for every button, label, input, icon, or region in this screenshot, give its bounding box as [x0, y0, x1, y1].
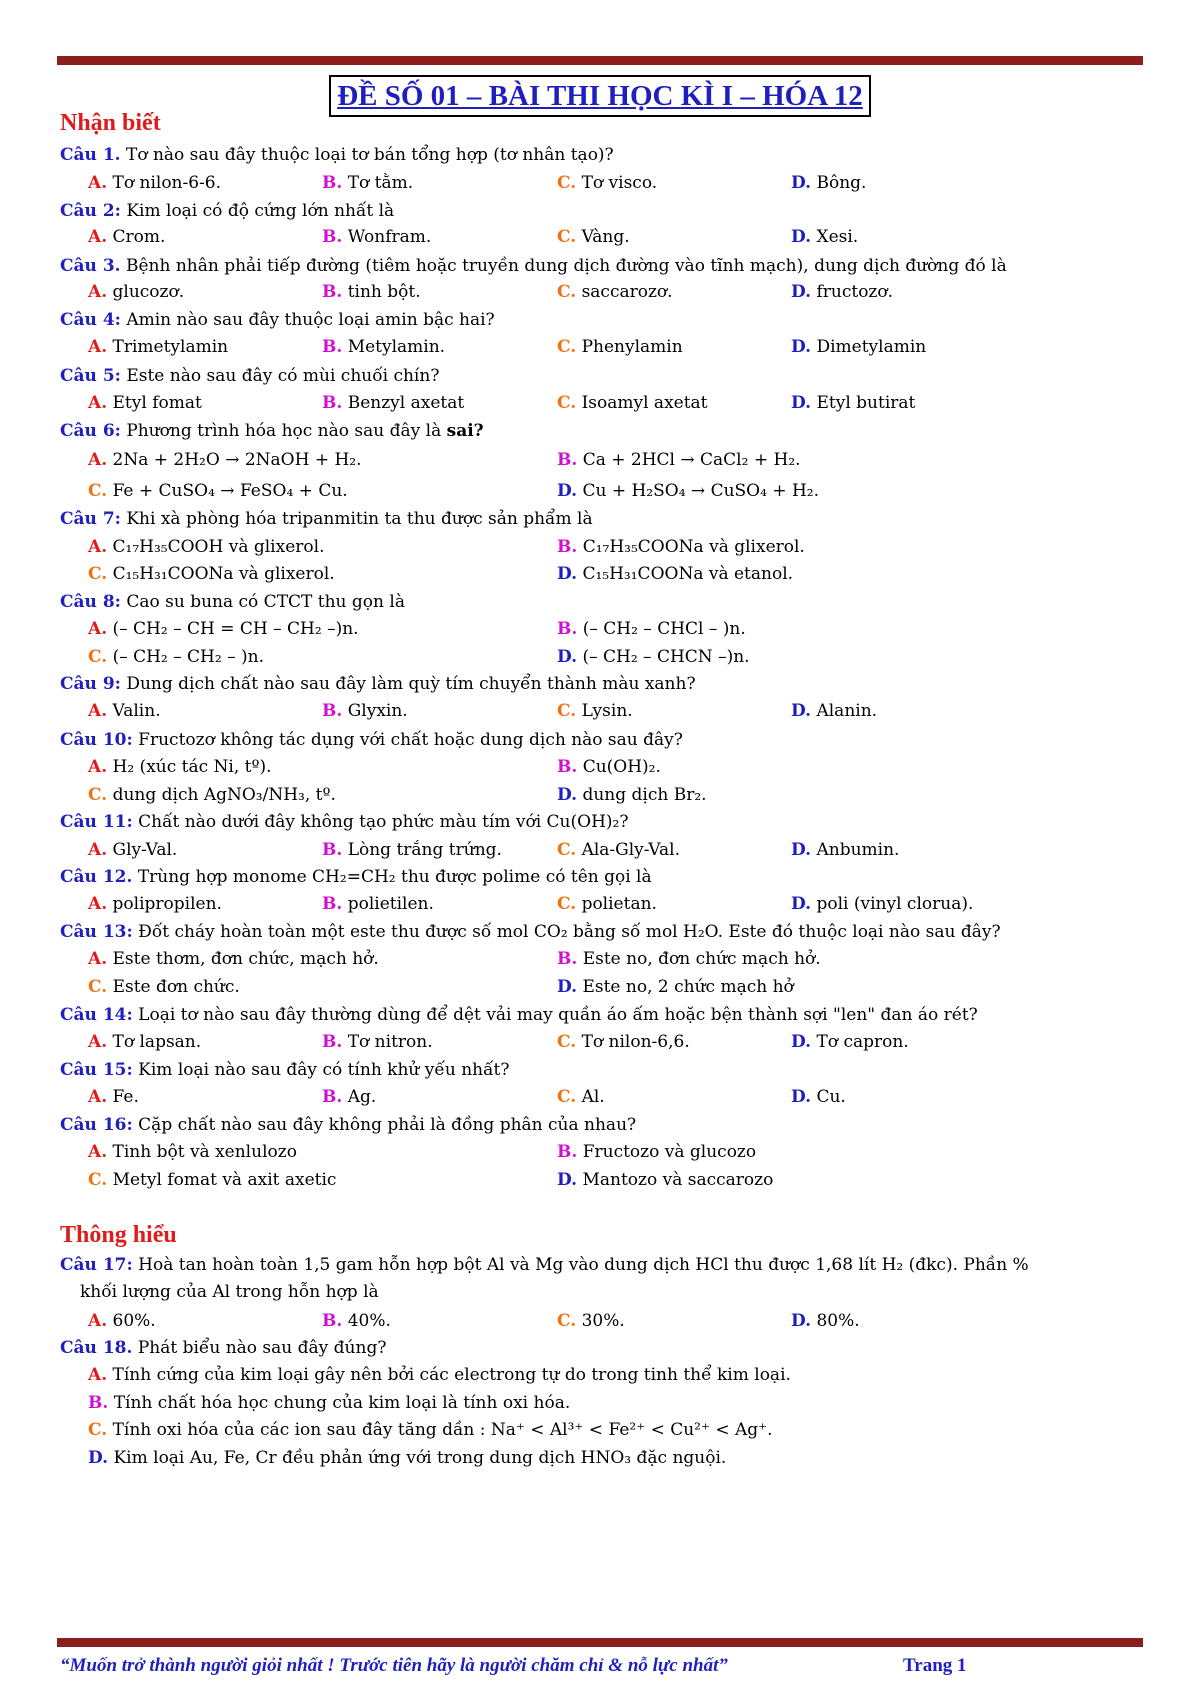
option-text: Gly-Val.	[112, 840, 178, 860]
question-number: Câu 5:	[60, 366, 121, 386]
answer-option-d[interactable]	[791, 172, 866, 194]
answer-option-b[interactable]	[322, 893, 434, 915]
answer-option-d[interactable]	[557, 976, 794, 998]
question-stem	[60, 365, 439, 387]
option-letter: A.	[88, 1142, 108, 1162]
answer-option-d[interactable]	[791, 893, 973, 915]
option-text: fructozơ.	[816, 282, 894, 302]
answer-option-b[interactable]	[322, 1031, 433, 1053]
option-text: Isoamyl axetat	[581, 393, 708, 413]
option-text: Bông.	[816, 173, 867, 193]
answer-option-c[interactable]	[557, 1086, 605, 1108]
question-number: Câu 7:	[60, 509, 121, 529]
option-text: Valin.	[112, 701, 161, 721]
option-letter: D.	[791, 173, 812, 193]
option-text: Etyl butirat	[816, 393, 916, 413]
option-letter: A.	[88, 1032, 108, 1052]
question-number: Câu 8:	[60, 592, 121, 612]
option-text: Tinh bột và xenlulozo	[112, 1142, 297, 1162]
question-number: Câu 6:	[60, 421, 121, 441]
option-letter: C.	[88, 1170, 108, 1190]
option-letter: A.	[88, 393, 108, 413]
option-text: Tơ tằm.	[347, 173, 414, 193]
page-number: Trang 1	[903, 1655, 967, 1676]
option-letter: B.	[322, 1032, 343, 1052]
option-letter: D.	[791, 337, 812, 357]
option-letter: B.	[557, 757, 578, 777]
option-letter: A.	[88, 619, 108, 639]
answer-option-d[interactable]	[557, 1169, 773, 1191]
option-text: Tơ visco.	[581, 173, 658, 193]
option-letter: C.	[88, 481, 108, 501]
answer-option-c[interactable]	[88, 480, 348, 502]
question-stem	[60, 729, 683, 751]
option-letter: B.	[322, 701, 343, 721]
option-text: Metylamin.	[347, 337, 446, 357]
option-letter: B.	[322, 840, 343, 860]
answer-option-a[interactable]	[88, 336, 228, 358]
question-text: Dung dịch chất nào sau đây làm quỳ tím chuyển thành màu xanh?	[126, 674, 696, 694]
answer-option-b[interactable]	[322, 1086, 376, 1108]
option-text: Cu + H₂SO₄ → CuSO₄ + H₂.	[582, 481, 820, 501]
option-text: tinh bột.	[347, 282, 421, 302]
option-text: Tơ nilon-6-6.	[112, 173, 222, 193]
option-text: Benzyl axetat	[347, 393, 465, 413]
option-letter: B.	[557, 949, 578, 969]
option-letter: B.	[322, 337, 343, 357]
option-letter: D.	[557, 785, 578, 805]
option-text: Cu(OH)₂.	[582, 757, 661, 777]
option-text: Xesi.	[816, 227, 859, 247]
answer-option-b[interactable]	[557, 449, 801, 471]
option-text: Este no, đơn chức mạch hở.	[582, 949, 821, 969]
option-letter: D.	[791, 393, 812, 413]
option-letter: D.	[557, 1170, 578, 1190]
option-letter: C.	[557, 393, 577, 413]
option-letter: A.	[88, 537, 108, 557]
option-letter: C.	[557, 282, 577, 302]
option-letter: D.	[88, 1448, 109, 1468]
option-letter: C.	[557, 701, 577, 721]
question-text: Kim loại nào sau đây có tính khử yếu nhất?	[138, 1060, 510, 1080]
option-text: Etyl fomat	[112, 393, 202, 413]
question-text: Phương trình hóa học nào sau đây là	[126, 421, 447, 441]
option-text: (– CH₂ – CHCl – )n.	[582, 619, 746, 639]
option-letter: A.	[88, 282, 108, 302]
option-letter: C.	[557, 1087, 577, 1107]
answer-option-a[interactable]	[88, 226, 165, 248]
option-text: Mantozo và saccarozo	[582, 1170, 774, 1190]
option-letter: B.	[557, 619, 578, 639]
question-number: Câu 13:	[60, 922, 133, 942]
option-text: polipropilen.	[112, 894, 222, 914]
answer-option-d[interactable]	[88, 1447, 726, 1469]
option-text: Tính chất hóa học chung của kim loại là tính oxi hóa.	[113, 1393, 571, 1413]
option-letter: B.	[88, 1393, 109, 1413]
option-letter: B.	[322, 282, 343, 302]
option-letter: D.	[557, 481, 578, 501]
question-text: Phát biểu nào sau đây đúng?	[137, 1338, 387, 1358]
question-text: Chất nào dưới đây không tạo phức màu tím với Cu(OH)₂?	[138, 812, 629, 832]
question-number: Câu 16:	[60, 1115, 133, 1135]
option-letter: A.	[88, 757, 108, 777]
answer-option-b[interactable]	[322, 281, 421, 303]
answer-option-a[interactable]	[88, 1086, 139, 1108]
option-text: Lòng trắng trứng.	[347, 840, 502, 860]
question-number: Câu 17:	[60, 1255, 133, 1275]
option-letter: D.	[791, 701, 812, 721]
question-text: Amin nào sau đây thuộc loại amin bậc hai?	[126, 310, 495, 330]
question-number: Câu 4:	[60, 310, 121, 330]
question-number: Câu 10:	[60, 730, 133, 750]
question-stem	[60, 309, 495, 331]
option-letter: D.	[791, 282, 812, 302]
answer-option-c[interactable]	[88, 976, 240, 998]
top-rule	[57, 56, 1143, 65]
section-nhan-biet: Nhận biết	[60, 110, 161, 136]
option-text: C₁₇H₃₅COONa và glixerol.	[582, 537, 805, 557]
option-letter: A.	[88, 173, 108, 193]
option-letter: C.	[88, 785, 108, 805]
option-letter: C.	[557, 894, 577, 914]
option-letter: D.	[557, 564, 578, 584]
option-letter: C.	[557, 337, 577, 357]
option-text: Tính cứng của kim loại gây nên bởi các electrong tự do trong tinh thể kim loại.	[112, 1365, 791, 1385]
answer-option-d[interactable]	[557, 784, 707, 806]
answer-option-c[interactable]	[88, 1419, 773, 1441]
answer-option-b[interactable]	[88, 1392, 570, 1414]
answer-option-a[interactable]	[88, 536, 324, 558]
question-text: Hoà tan hoàn toàn 1,5 gam hỗn hợp bột Al và Mg vào dung dịch HCl thu được 1,68 lít H₂ (đkc). Phần %	[138, 1255, 1029, 1275]
answer-option-c[interactable]	[88, 563, 335, 585]
option-text: Lysin.	[581, 701, 633, 721]
answer-option-c[interactable]	[557, 172, 657, 194]
question-stem	[60, 591, 405, 613]
option-letter: B.	[557, 450, 578, 470]
question-text: Loại tơ nào sau đây thường dùng để dệt vải may quần áo ấm hoặc bện thành sợi "len" đan áo rét?	[138, 1005, 978, 1025]
answer-option-a[interactable]	[88, 839, 177, 861]
answer-option-a[interactable]	[88, 618, 359, 640]
option-text: saccarozơ.	[581, 282, 673, 302]
option-text: poli (vinyl clorua).	[816, 894, 974, 914]
option-text: Phenylamin	[581, 337, 683, 357]
option-letter: A.	[88, 337, 108, 357]
answer-option-a[interactable]	[88, 948, 379, 970]
option-text: Fructozo và glucozo	[582, 1142, 757, 1162]
question-stem	[60, 420, 484, 442]
footer-quote: “Muốn trở thành người giỏi nhất ! Trước tiên hãy là người chăm chỉ & nỗ lực nhất”	[60, 1655, 728, 1676]
option-letter: A.	[88, 1311, 108, 1331]
answer-option-c[interactable]	[557, 839, 680, 861]
answer-option-c[interactable]	[88, 646, 264, 668]
answer-option-c[interactable]	[88, 1169, 336, 1191]
question-stem	[60, 1059, 509, 1081]
option-text: Fe.	[112, 1087, 139, 1107]
option-letter: D.	[791, 1032, 812, 1052]
answer-option-d[interactable]	[557, 646, 750, 668]
option-letter: D.	[791, 840, 812, 860]
answer-option-c[interactable]	[557, 392, 708, 414]
option-text: dung dịch AgNO₃/NH₃, tº.	[112, 785, 336, 805]
question-number: Câu 15:	[60, 1060, 133, 1080]
option-text: 80%.	[816, 1311, 860, 1331]
question-text: Tơ nào sau đây thuộc loại tơ bán tổng hợp (tơ nhân tạo)?	[125, 145, 614, 165]
option-text: Tơ lapsan.	[112, 1032, 202, 1052]
question-text: Trùng hợp monome CH₂=CH₂ thu được polime có tên gọi là	[137, 867, 652, 887]
answer-option-a[interactable]	[88, 756, 272, 778]
answer-option-b[interactable]	[322, 336, 445, 358]
question-number: Câu 2:	[60, 201, 121, 221]
answer-option-a[interactable]	[88, 893, 222, 915]
option-text: Crom.	[112, 227, 166, 247]
option-letter: C.	[557, 1032, 577, 1052]
option-letter: D.	[791, 894, 812, 914]
option-letter: A.	[88, 1365, 108, 1385]
option-letter: A.	[88, 949, 108, 969]
option-text: Tính oxi hóa của các ion sau đây tăng dần : Na⁺ < Al³⁺ < Fe²⁺ < Cu²⁺ < Ag⁺.	[112, 1420, 773, 1440]
question-text: Cao su buna có CTCT thu gọn là	[126, 592, 405, 612]
option-text: Ag.	[347, 1087, 377, 1107]
option-text: Glyxin.	[347, 701, 408, 721]
question-text: Đốt cháy hoàn toàn một este thu được số mol CO₂ bằng số mol H₂O. Este đó thuộc loại nào sau đây?	[138, 922, 1001, 942]
exam-title: ĐỀ SỐ 01 – BÀI THI HỌC KÌ I – HÓA 12	[329, 75, 871, 117]
option-text: Alanin.	[816, 701, 878, 721]
option-letter: C.	[557, 840, 577, 860]
option-letter: D.	[557, 977, 578, 997]
option-text: C₁₅H₃₁COONa và glixerol.	[112, 564, 335, 584]
option-text: Ca + 2HCl → CaCl₂ + H₂.	[582, 450, 801, 470]
question-stem	[60, 255, 1007, 277]
answer-option-d[interactable]	[791, 1310, 860, 1332]
answer-option-b[interactable]	[557, 756, 661, 778]
question-number: Câu 9:	[60, 674, 121, 694]
option-text: Wonfram.	[347, 227, 432, 247]
option-text: Kim loại Au, Fe, Cr đều phản ứng với trong dung dịch HNO₃ đặc nguội.	[113, 1448, 727, 1468]
answer-option-a[interactable]	[88, 700, 161, 722]
option-text: Cu.	[816, 1087, 846, 1107]
question-stem	[60, 1254, 1029, 1276]
question-stem	[60, 811, 628, 833]
answer-option-a[interactable]	[88, 449, 362, 471]
option-letter: A.	[88, 1087, 108, 1107]
option-text: Este đơn chức.	[112, 977, 240, 997]
answer-option-b[interactable]	[557, 536, 805, 558]
option-letter: A.	[88, 227, 108, 247]
option-letter: B.	[322, 173, 343, 193]
option-letter: B.	[322, 227, 343, 247]
question-text: Kim loại có độ cứng lớn nhất là	[126, 201, 395, 221]
section-thong-hieu: Thông hiểu	[60, 1222, 177, 1248]
answer-option-b[interactable]	[322, 226, 431, 248]
option-text: polietilen.	[347, 894, 434, 914]
option-text: Dimetylamin	[816, 337, 927, 357]
option-text: polietan.	[581, 894, 657, 914]
answer-option-d[interactable]	[791, 700, 877, 722]
option-letter: C.	[557, 173, 577, 193]
option-text: Este thơm, đơn chức, mạch hở.	[112, 949, 379, 969]
answer-option-c[interactable]	[557, 1310, 625, 1332]
option-letter: B.	[322, 894, 343, 914]
question-stem	[60, 1004, 978, 1026]
answer-option-d[interactable]	[791, 839, 899, 861]
option-text: Tơ nilon-6,6.	[581, 1032, 690, 1052]
answer-option-c[interactable]	[557, 226, 630, 248]
answer-option-a[interactable]	[88, 281, 184, 303]
answer-option-a[interactable]	[88, 1364, 791, 1386]
option-text: Al.	[581, 1087, 605, 1107]
answer-option-b[interactable]	[322, 172, 413, 194]
answer-option-c[interactable]	[557, 1031, 690, 1053]
answer-option-d[interactable]	[557, 563, 793, 585]
option-letter: B.	[557, 1142, 578, 1162]
answer-option-a[interactable]	[88, 172, 221, 194]
answer-option-c[interactable]	[88, 784, 336, 806]
answer-option-b[interactable]	[557, 1141, 756, 1163]
question-text: Fructozơ không tác dụng với chất hoặc dung dịch nào sau đây?	[138, 730, 683, 750]
option-letter: D.	[791, 227, 812, 247]
answer-option-a[interactable]	[88, 1141, 297, 1163]
option-text: glucozơ.	[112, 282, 185, 302]
option-letter: A.	[88, 894, 108, 914]
answer-option-c[interactable]	[557, 700, 633, 722]
answer-option-d[interactable]	[791, 226, 858, 248]
option-text: Ala-Gly-Val.	[581, 840, 680, 860]
question-text-cont: khối lượng của Al trong hỗn hợp là	[80, 1282, 379, 1302]
option-text: C₁₇H₃₅COOH và glixerol.	[112, 537, 325, 557]
answer-option-d[interactable]	[791, 1031, 909, 1053]
option-letter: B.	[322, 1087, 343, 1107]
option-text: H₂ (xúc tác Ni, tº).	[112, 757, 272, 777]
option-letter: A.	[88, 701, 108, 721]
question-stem	[60, 921, 1001, 943]
answer-option-c[interactable]	[557, 336, 683, 358]
answer-option-c[interactable]	[557, 893, 657, 915]
option-letter: D.	[557, 647, 578, 667]
answer-option-d[interactable]	[791, 1086, 846, 1108]
question-text: Este nào sau đây có mùi chuối chín?	[126, 366, 440, 386]
option-letter: B.	[322, 393, 343, 413]
option-text: Metyl fomat và axit axetic	[112, 1170, 337, 1190]
option-text: 40%.	[347, 1311, 391, 1331]
question-number: Câu 11:	[60, 812, 133, 832]
answer-option-d[interactable]	[791, 281, 893, 303]
option-letter: A.	[88, 840, 108, 860]
bottom-rule	[57, 1638, 1143, 1647]
option-letter: B.	[557, 537, 578, 557]
question-stem	[60, 1337, 386, 1359]
option-text: (– CH₂ – CH = CH – CH₂ –)n.	[112, 619, 359, 639]
answer-option-b[interactable]	[557, 948, 821, 970]
option-letter: C.	[557, 1311, 577, 1331]
option-letter: D.	[791, 1311, 812, 1331]
answer-option-d[interactable]	[791, 392, 915, 414]
option-text: (– CH₂ – CHCN –)n.	[582, 647, 750, 667]
question-stem	[60, 200, 394, 222]
question-stem	[60, 1114, 636, 1136]
question-number: Câu 12.	[60, 867, 133, 887]
option-letter: A.	[88, 450, 108, 470]
option-letter: C.	[557, 227, 577, 247]
answer-option-b[interactable]	[322, 392, 464, 414]
option-text: C₁₅H₃₁COONa và etanol.	[582, 564, 794, 584]
option-text: Trimetylamin	[112, 337, 229, 357]
option-letter: C.	[88, 647, 108, 667]
option-text: dung dịch Br₂.	[582, 785, 707, 805]
option-text: 30%.	[581, 1311, 625, 1331]
option-letter: C.	[88, 564, 108, 584]
question-number: Câu 3.	[60, 256, 121, 276]
option-text: Tơ capron.	[816, 1032, 909, 1052]
option-text: Anbumin.	[816, 840, 900, 860]
answer-option-c[interactable]	[557, 281, 673, 303]
answer-option-a[interactable]	[88, 392, 202, 414]
answer-option-b[interactable]	[322, 700, 408, 722]
option-letter: D.	[791, 1087, 812, 1107]
option-text: Tơ nitron.	[347, 1032, 433, 1052]
option-letter: B.	[322, 1311, 343, 1331]
question-text: Cặp chất nào sau đây không phải là đồng phân của nhau?	[138, 1115, 637, 1135]
question-text-bold: sai?	[446, 421, 484, 441]
question-text: Khi xà phòng hóa tripanmitin ta thu được sản phẩm là	[126, 509, 593, 529]
question-stem	[60, 673, 696, 695]
question-number: Câu 1.	[60, 145, 121, 165]
answer-option-a[interactable]	[88, 1310, 156, 1332]
answer-option-b[interactable]	[322, 1310, 391, 1332]
option-text: (– CH₂ – CH₂ – )n.	[112, 647, 264, 667]
option-text: 60%.	[112, 1311, 156, 1331]
option-text: 2Na + 2H₂O → 2NaOH + H₂.	[112, 450, 362, 470]
answer-option-d[interactable]	[557, 480, 819, 502]
question-text: Bệnh nhân phải tiếp đường (tiêm hoặc truyền dung dịch đường vào tĩnh mạch), dung dịch đường đó là	[125, 256, 1007, 276]
answer-option-b[interactable]	[557, 618, 746, 640]
option-text: Fe + CuSO₄ → FeSO₄ + Cu.	[112, 481, 348, 501]
option-letter: C.	[88, 977, 108, 997]
answer-option-a[interactable]	[88, 1031, 201, 1053]
option-text: Vàng.	[581, 227, 630, 247]
answer-option-b[interactable]	[322, 839, 502, 861]
question-stem	[60, 866, 652, 888]
question-number: Câu 18.	[60, 1338, 133, 1358]
option-letter: C.	[88, 1420, 108, 1440]
answer-option-d[interactable]	[791, 336, 926, 358]
question-number: Câu 14:	[60, 1005, 133, 1025]
question-stem	[60, 508, 593, 530]
question-stem	[60, 144, 614, 166]
option-text: Este no, 2 chức mạch hở	[582, 977, 794, 997]
